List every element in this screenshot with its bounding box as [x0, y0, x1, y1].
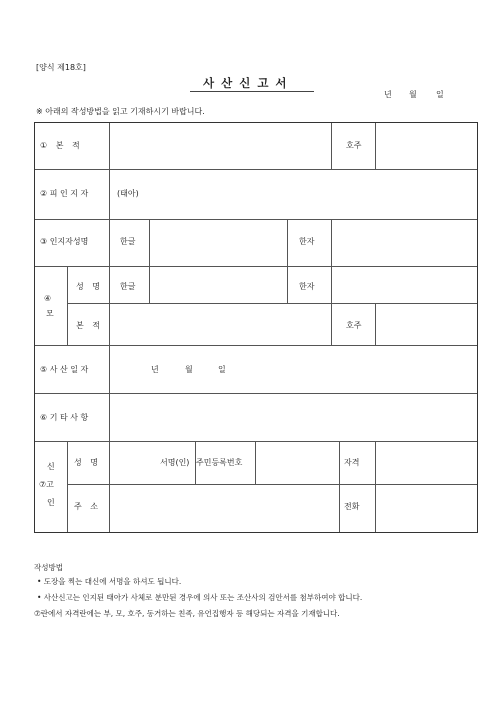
cell-divider: [375, 303, 376, 345]
mother-head-label: 호주: [346, 321, 362, 330]
reporter-label-bot: 인: [47, 498, 55, 507]
reporter-label-top: 신: [47, 462, 55, 471]
stillbirth-month-label: 월: [185, 365, 193, 374]
reporter-phone-label: 전화: [344, 502, 360, 511]
title-underline: [190, 91, 314, 92]
date-day-label: 일: [436, 90, 444, 99]
cell-divider: [375, 123, 376, 169]
cell-divider: [331, 266, 332, 303]
form-number: [양식 제18호]: [36, 63, 86, 72]
cell-divider: [149, 266, 150, 303]
unrecognized-label: ② 피 인 지 자: [40, 189, 89, 198]
row-divider: [35, 169, 477, 170]
recognizer-hangul-label: 한글: [120, 237, 136, 246]
cell-divider: [67, 266, 68, 345]
mother-domicile-label: 본 적: [76, 321, 103, 330]
row-divider: [67, 303, 477, 304]
cell-divider: [331, 219, 332, 266]
cell-divider: [339, 441, 340, 484]
notes-line: ⑦란에서 자격란에는 부, 모, 호주, 동거하는 친족, 유언집행자 등 해당되는 자격을 기재합니다.: [34, 609, 340, 618]
cell-divider: [149, 219, 150, 266]
cell-divider: [287, 219, 288, 266]
cell-divider: [67, 441, 68, 532]
reporter-address-label: 주 소: [74, 502, 101, 511]
row-divider: [35, 219, 477, 220]
date-month-label: 월: [409, 90, 417, 99]
page-title: 사산신고서: [203, 76, 294, 90]
domicile-head-label: 호주: [346, 141, 362, 150]
reporter-sign-label: 서명(인): [160, 458, 190, 467]
notes-line: • 도장을 찍는 대신에 서명을 하셔도 됩니다.: [37, 577, 182, 586]
recognizer-label: ③ 인지자성명: [40, 237, 89, 246]
cell-divider: [331, 123, 332, 169]
cell-divider: [255, 441, 256, 484]
other-matters-label: ⑥ 기 타 사 항: [40, 413, 89, 422]
stillbirth-date-label: ⑤ 사 산 일 자: [40, 365, 89, 374]
cell-divider: [287, 266, 288, 303]
stillbirth-year-label: 년: [151, 365, 159, 374]
notes-line: • 사산신고는 인지된 태아가 사체로 분만된 경우에 의사 또는 조산사의 검안서를 첨부하여야 합니다.: [37, 593, 363, 602]
domicile-label: ① 본 적: [40, 141, 83, 150]
mother-number: ④: [44, 294, 52, 303]
label-column-divider: [109, 123, 110, 532]
mother-label: 모: [46, 309, 54, 318]
cell-divider: [339, 484, 340, 532]
cell-divider: [331, 303, 332, 345]
row-divider: [35, 393, 477, 394]
row-divider: [35, 345, 477, 346]
row-divider: [35, 441, 477, 442]
mother-hangul-label: 한글: [120, 282, 136, 291]
row-divider: [67, 484, 477, 485]
cell-divider: [375, 484, 376, 532]
reporter-name-label: 성 명: [74, 458, 101, 467]
instruction-text: ※ 아래의 작성방법을 읽고 기재하시기 바랍니다.: [36, 107, 205, 116]
reporter-qualification-label: 자격: [344, 458, 360, 467]
notes-title: 작성방법: [34, 563, 63, 572]
unrecognized-value: (태아): [117, 189, 139, 198]
recognizer-hanja-label: 한자: [299, 237, 315, 246]
stillbirth-day-label: 일: [218, 365, 226, 374]
mother-hanja-label: 한자: [299, 282, 315, 291]
date-year-label: 년: [384, 90, 392, 99]
cell-divider: [375, 441, 376, 484]
mother-name-label: 성 명: [76, 282, 103, 291]
reporter-resident-no-label: 주민등록번호: [196, 458, 243, 467]
row-divider: [35, 266, 477, 267]
reporter-label-mid: ⑦고: [39, 480, 54, 489]
